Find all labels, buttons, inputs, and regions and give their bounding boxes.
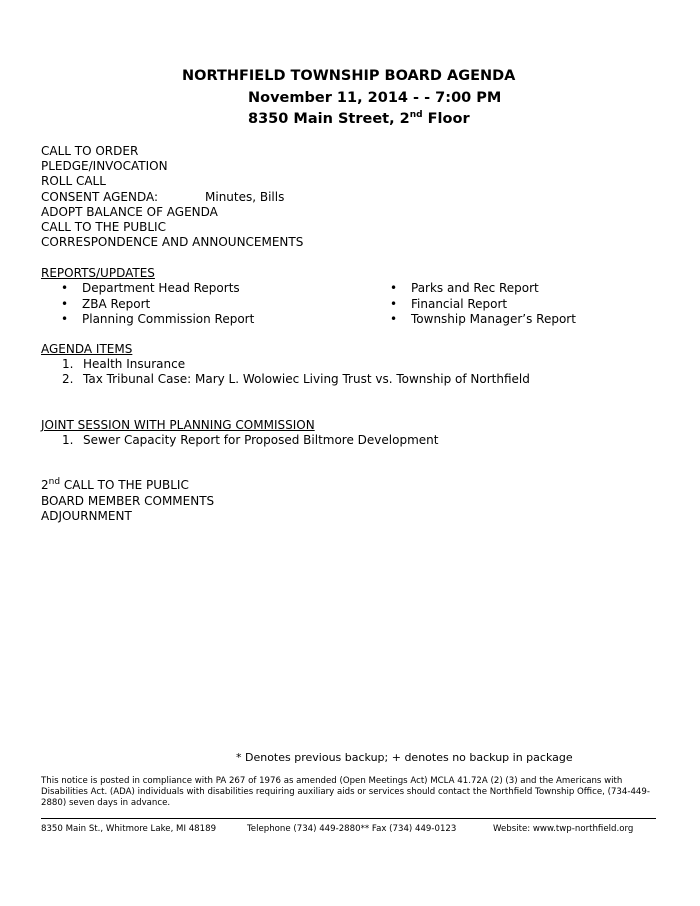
second-call-ordinal: nd [48, 477, 61, 487]
second-call-to-public [41, 478, 189, 493]
list-item: • ZBA Report [61, 297, 254, 313]
item-number: 2. [62, 372, 74, 386]
consent-agenda [41, 190, 284, 205]
item-text: Tax Tribunal Case: Mary L. Wolowiec Living Trust vs. Township of Northfield [83, 372, 530, 386]
reports-left-list [61, 281, 254, 328]
call-to-public: CALL TO THE PUBLIC [41, 220, 166, 234]
list-item: • Planning Commission Report [61, 312, 254, 328]
reports-right-list [390, 281, 576, 328]
list-item: • Financial Report [390, 297, 576, 313]
meeting-date: November 11, 2014 - - 7:00 PM [248, 90, 502, 106]
item-text: Health Insurance [83, 357, 186, 371]
joint-session-heading: JOINT SESSION WITH PLANNING COMMISSION [41, 418, 315, 432]
adjournment: ADJOURNMENT [41, 509, 132, 523]
footer-phone: Telephone (734) 449-2880** Fax (734) 449-0123 [247, 824, 457, 834]
call-to-order: CALL TO ORDER [41, 144, 139, 158]
adopt-balance: ADOPT BALANCE OF AGENDA [41, 205, 218, 219]
list-item: • Department Head Reports [61, 281, 254, 297]
joint-session-item [62, 433, 438, 448]
item-number: 1. [62, 433, 74, 447]
second-call-number: 2 [41, 478, 49, 492]
second-call-text: CALL TO THE PUBLIC [60, 478, 189, 492]
agenda-items-heading: AGENDA ITEMS [41, 342, 133, 356]
footer-address: 8350 Main St., Whitmore Lake, MI 48189 [41, 824, 217, 834]
pledge-invocation: PLEDGE/INVOCATION [41, 159, 168, 173]
agenda-title: NORTHFIELD TOWNSHIP BOARD AGENDA [182, 68, 516, 84]
address-main: 8350 Main Street, 2 [248, 111, 410, 127]
correspondence: CORRESPONDENCE AND ANNOUNCEMENTS [41, 235, 304, 249]
roll-call: ROLL CALL [41, 174, 106, 188]
consent-agenda-label: CONSENT AGENDA: [41, 190, 159, 204]
agenda-item [62, 357, 185, 372]
board-member-comments: BOARD MEMBER COMMENTS [41, 494, 215, 508]
reports-heading: REPORTS/UPDATES [41, 266, 155, 280]
consent-agenda-value: Minutes, Bills [205, 190, 285, 204]
backup-note: * Denotes previous backup; + denotes no backup in package [236, 751, 573, 764]
item-number: 1. [62, 357, 74, 371]
meeting-address [248, 111, 470, 127]
compliance-notice: This notice is posted in compliance with PA 267 of 1976 as amended (Open Meetings Act) MCLA 41.72A (2) (3) and the Americans with Disabilities Act. (ADA) individuals with disabilities requiring auxiliary aids or services should contact the Northfield Township Office, (734-449-2880) seven days in advance. [41, 776, 650, 808]
list-item: • Parks and Rec Report [390, 281, 576, 297]
footer-divider [41, 818, 656, 819]
item-text: Sewer Capacity Report for Proposed Biltmore Development [83, 433, 439, 447]
footer-website: Website: www.twp-northfield.org [493, 824, 634, 834]
address-floor: Floor [422, 111, 470, 127]
agenda-item [62, 372, 530, 387]
list-item: • Township Manager’s Report [390, 312, 576, 328]
address-ordinal: nd [409, 110, 423, 121]
